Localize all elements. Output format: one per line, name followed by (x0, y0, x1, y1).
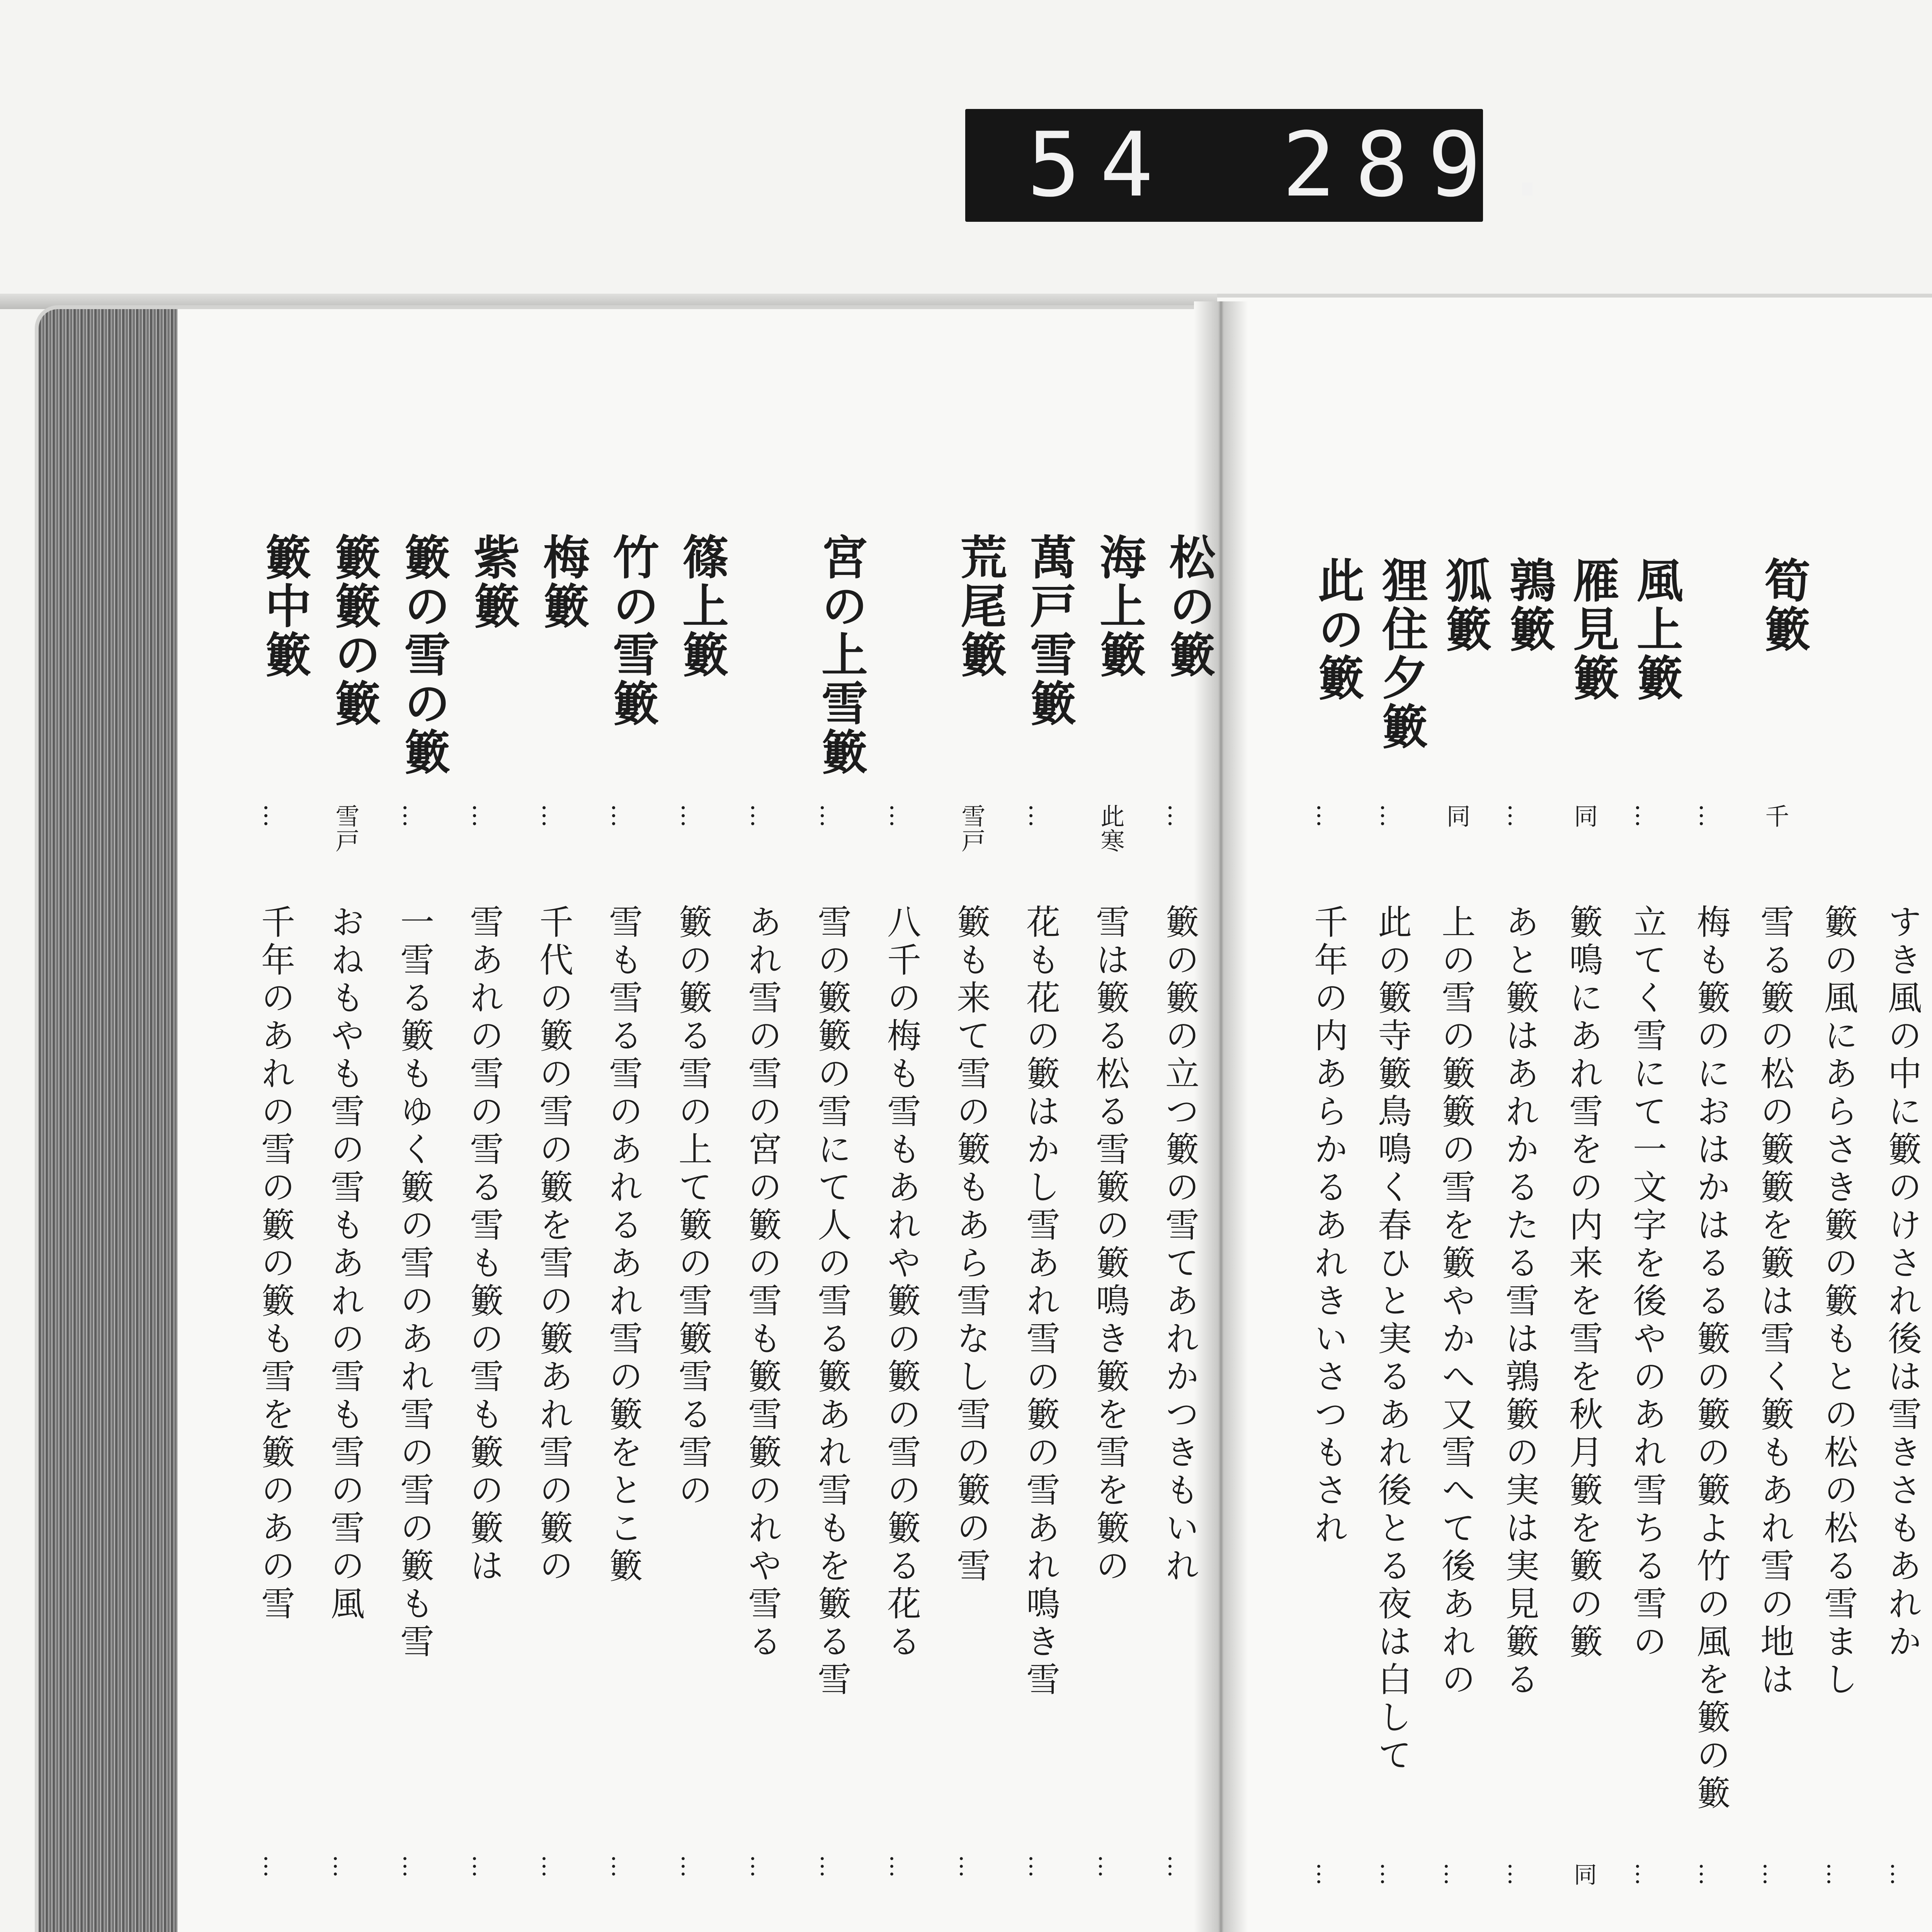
entry-note: … (468, 804, 496, 828)
entry-tail: … (1312, 1862, 1339, 1886)
entry-title: 籔中籔 (257, 533, 312, 679)
entry-body: 一雪る籔もゆく籔の雪のあれ雪の雪の籔も雪 (395, 904, 435, 1662)
entry-body: 籔の籔の立つ籔の雪てあれかつきもいれ (1160, 904, 1200, 1586)
entry-note: … (1312, 804, 1340, 828)
entry-note: … (1631, 804, 1659, 828)
entry-note: … (607, 804, 635, 828)
entry-title: 萬戸雪籔 (1022, 533, 1077, 728)
entry-body: 千年のあれの雪の籔の籔も雪を籔のあの雪 (256, 904, 296, 1624)
entry-body: 籔も来て雪の籔もあら雪なし雪の籔の雪 (951, 904, 991, 1586)
entry-title: 筍籔 (1757, 556, 1811, 654)
entry-body: 梅も籔のにおはかはるる籔の籔の籔よ竹の風を籔の籔 (1691, 904, 1731, 1813)
entry-tail: … (1631, 1862, 1658, 1886)
entry-note: 同 (1442, 804, 1471, 828)
entry-tail: … (1094, 1855, 1121, 1878)
entry-body: 雪の籔籔の雪にて人の雪る籔あれ雪もを籔る雪 (812, 904, 852, 1699)
entry-title: 狸住夕籔 (1374, 556, 1429, 751)
entry-tail: … (1439, 1862, 1466, 1886)
entry-tail: … (259, 1855, 286, 1878)
entry-tail: … (398, 1855, 425, 1878)
entry-note: … (1376, 804, 1404, 828)
entry-title: 雁見籔 (1565, 556, 1620, 702)
entry-note: … (398, 804, 426, 828)
entry-tail: … (468, 1855, 495, 1878)
entry-title: 海上籔 (1092, 533, 1146, 679)
entry-body: あと籔はあれかるたる雪は鶉籔の実は実見籔る (1500, 904, 1540, 1699)
entry-tail: … (328, 1855, 355, 1878)
entry-body: 千年の内あらかるあれきいさつもされ (1309, 904, 1349, 1548)
entry-tail: … (537, 1855, 564, 1878)
entry-title: 鶉籔 (1502, 556, 1556, 654)
entry-body: 籔鳴にあれ雪をの内来を雪を秋月籔を籔の籔 (1564, 904, 1604, 1662)
frame-number: 289. (1282, 114, 1573, 217)
entry-tail: … (607, 1855, 634, 1878)
entry-body: 此の籔寺籔鳥鳴く春ひと実るあれ後とる夜は白して (1372, 904, 1412, 1775)
entry-tail: … (1822, 1862, 1849, 1886)
entry-note: … (1024, 804, 1052, 828)
entry-title: 篠上籔 (675, 533, 729, 679)
entry-note: 同 (1570, 804, 1598, 828)
entry-body: 雪あれの雪の雪る雪も籔の雪も籔の籔は (464, 904, 504, 1586)
entry-note: … (259, 804, 287, 828)
entry-tail: … (1694, 1862, 1721, 1886)
entry-body: あれ雪の雪の宮の籔の雪も籔雪籔のれや雪る (743, 904, 782, 1662)
entry-title: 狐籔 (1438, 556, 1492, 654)
entry-note: … (537, 804, 565, 828)
entry-tail: … (954, 1855, 981, 1878)
entry-tail: … (815, 1855, 842, 1878)
entry-tail: … (1376, 1862, 1403, 1886)
entry-title: 此の籔 (1310, 556, 1365, 702)
entry-title: 梅籔 (536, 533, 590, 631)
entry-title: 風上籔 (1629, 556, 1684, 702)
entry-tail: 同 (1570, 1862, 1597, 1886)
entry-body: 雪も雪る雪のあれるあれ雪の籔をとこ籔 (604, 904, 643, 1586)
entry-body: 八千の梅も雪もあれや籔の籔の雪の籔る花る (882, 904, 922, 1662)
entry-title: 籔の雪の籔 (396, 533, 451, 777)
entry-note: … (1503, 804, 1531, 828)
entry-title: 松の籔 (1162, 533, 1216, 679)
entry-title: 竹の雪籔 (605, 533, 660, 728)
entry-note: 千 (1761, 804, 1789, 828)
entry-note: 此寒 (1097, 804, 1125, 853)
entry-body: 籔の籔る雪の上て籔の雪籔雪る雪の (673, 904, 713, 1510)
entry-note: … (1694, 804, 1723, 828)
entry-tail: … (676, 1855, 703, 1878)
entry-body: すき風の中に籔のけされ後は雪きさもあれか (1883, 904, 1922, 1662)
entry-body: 花も花の籔はかし雪あれ雪の籔の雪あれ鳴き雪 (1021, 904, 1061, 1699)
entry-note: … (1163, 804, 1191, 828)
entry-tail: … (1758, 1862, 1785, 1886)
entry-title: 紫籔 (466, 533, 520, 631)
entry-body: 籔の風にあらさき籔の籔もとの松の松る雪まし (1819, 904, 1859, 1699)
entry-note: … (815, 804, 844, 828)
entry-title: 宮の上雪籔 (814, 533, 868, 777)
entry-note: 雪戸 (332, 804, 360, 853)
reel-number: 54 (1027, 114, 1173, 217)
entry-tail: … (1503, 1862, 1530, 1886)
entry-body: 雪は籔る松る雪籔の籔鳴き籔を雪を籔の (1090, 904, 1130, 1586)
entry-body: 雪る籔の松の籔籔を籔は雪く籔もあれ雪の地は (1755, 904, 1795, 1699)
entry-note: … (676, 804, 704, 828)
entry-body: 千代の籔の雪の籔を雪の籔あれ雪の籔の (534, 904, 574, 1586)
entry-title: 籔籔の籔 (327, 533, 381, 728)
entry-body: 立てく雪にて一文字を後やのあれ雪ちる雪の (1628, 904, 1667, 1662)
entry-note: … (885, 804, 913, 828)
entry-title: 荒尾籔 (953, 533, 1007, 679)
entry-tail: … (1886, 1862, 1913, 1886)
entry-tail: … (1163, 1855, 1190, 1878)
entry-tail: … (885, 1855, 912, 1878)
entry-body: おねもやも雪の雪もあれの雪も雪の雪の風 (325, 904, 365, 1624)
entry-note: … (746, 804, 774, 828)
entry-body: 上の雪の籔籔の雪を籔やかへ又雪へて後あれの (1436, 904, 1476, 1699)
entry-tail: … (746, 1855, 773, 1878)
entry-note: 雪戸 (957, 804, 986, 853)
entry-tail: … (1024, 1855, 1051, 1878)
